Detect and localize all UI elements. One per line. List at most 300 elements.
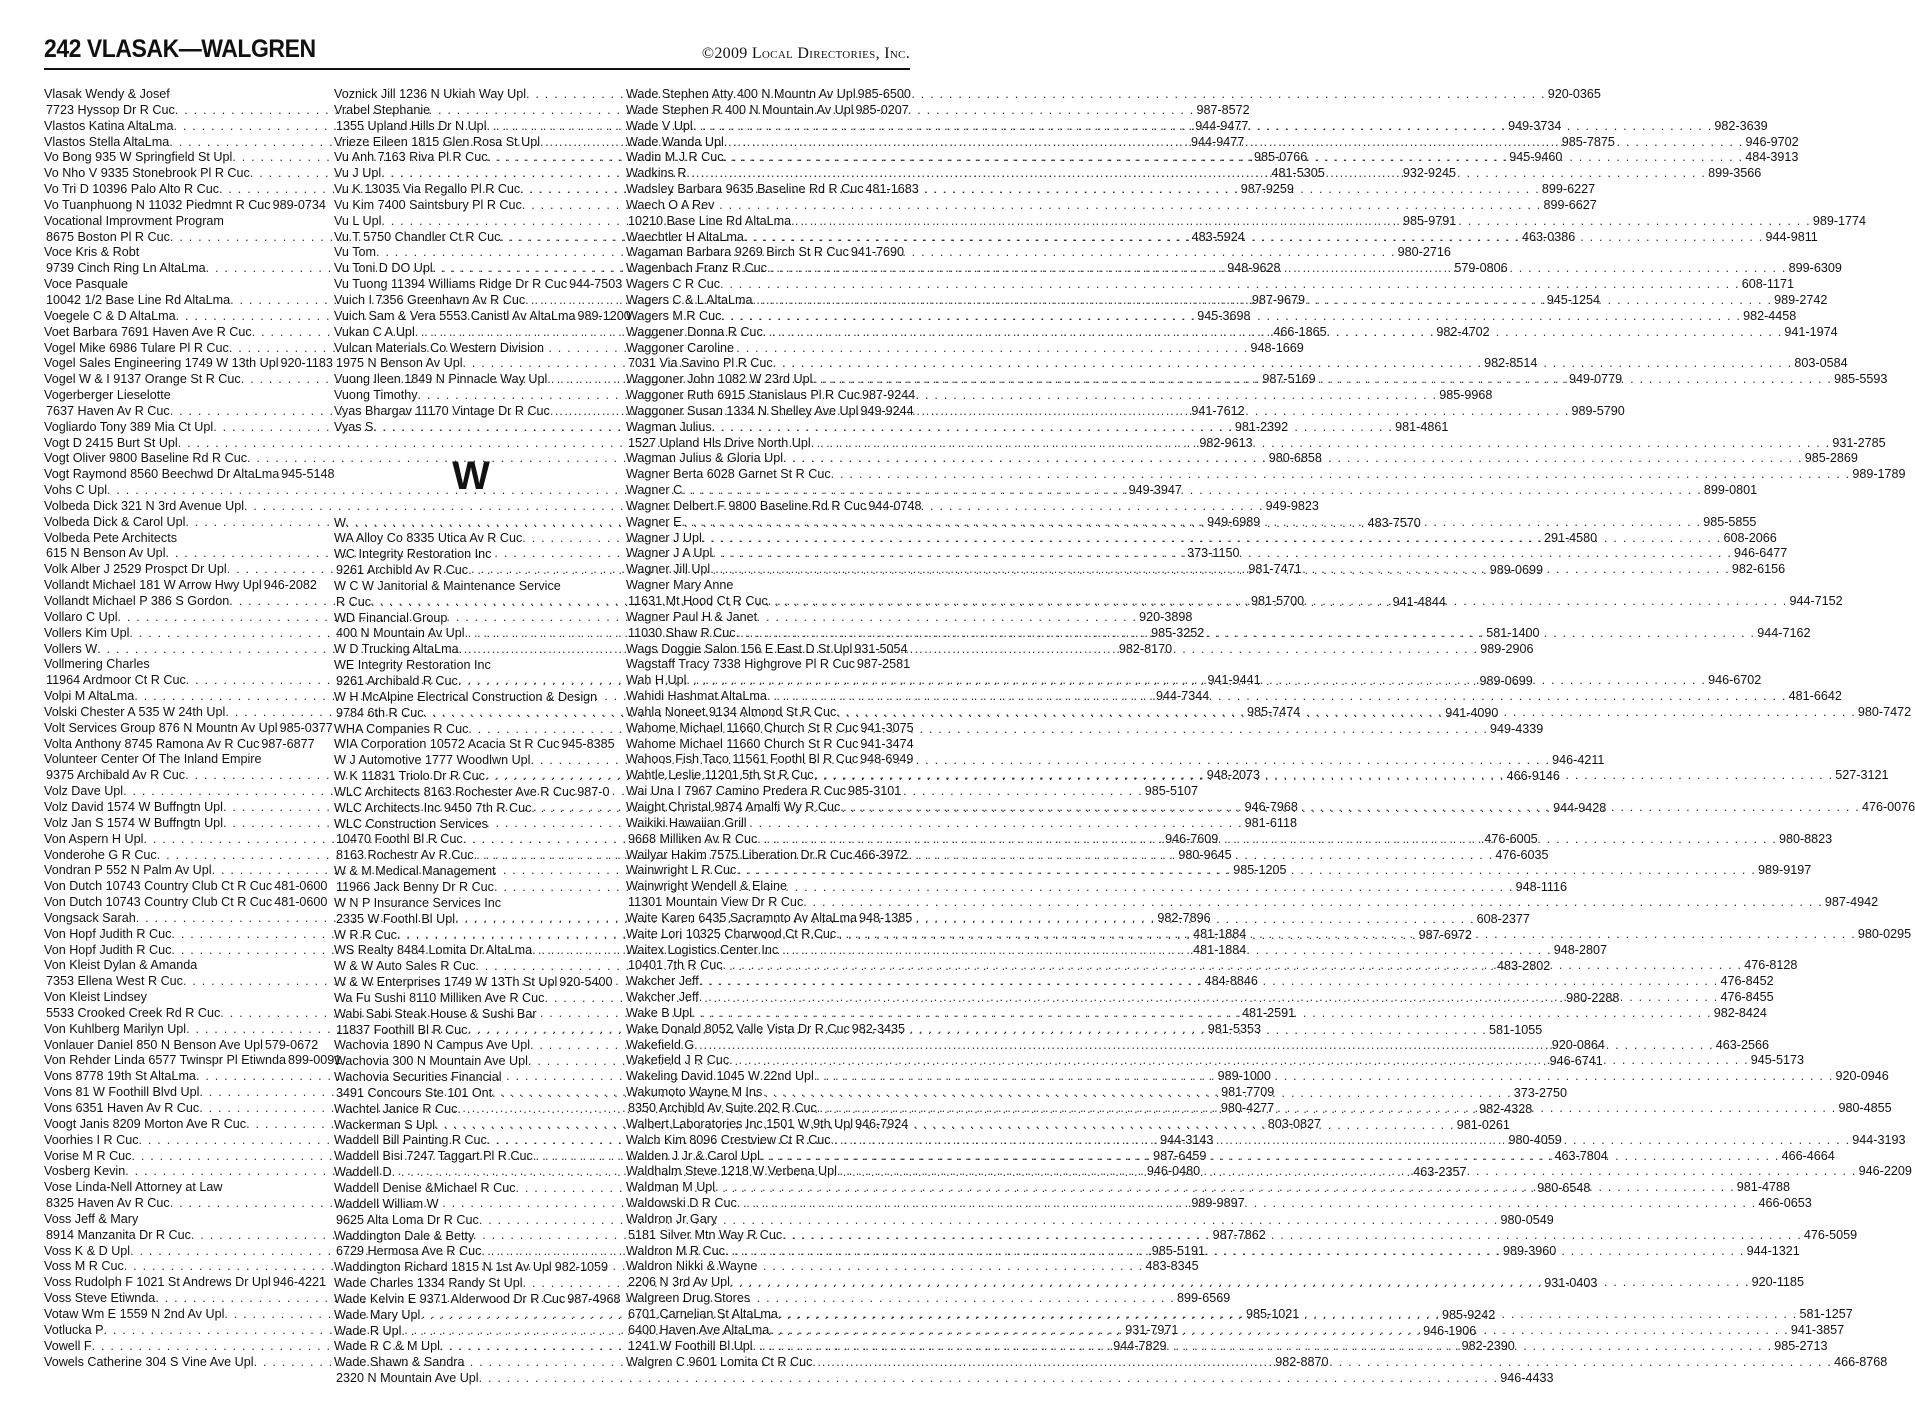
listing-heading: Walgreen Drug Stores: [626, 1291, 751, 1306]
listing-name: Wahla Noneet 9134 Almond St R Cuc: [626, 704, 837, 719]
listing-name: Wagner E: [626, 514, 682, 529]
phone-number: 373-2750: [1513, 1085, 1568, 1100]
phone-number: 980-2288: [1566, 990, 1620, 1005]
listing-name: Wagner C: [626, 483, 683, 498]
dot-leader: [840, 800, 1860, 816]
listing-name: Volbeda Dick & Carol Upl: [44, 514, 186, 529]
dot-leader: [720, 277, 1740, 293]
listing-name: Wagner Delbert F 9800 Baseline Rd R Cuc: [626, 498, 867, 513]
listing-name: 6729 Hermosa Ave R Cuc: [336, 1244, 482, 1259]
listing-heading: Waikiki Hawaiian Grill: [626, 815, 747, 830]
phone-number: 944-1321: [1746, 1243, 1800, 1258]
listing-name: Walgren C 9601 Lomita Ct R Cuc: [626, 1354, 813, 1369]
listing-name: Wagner Berta 6028 Garnet St R Cuc: [626, 467, 831, 482]
phone-number: 948-2807: [1553, 943, 1607, 958]
phone-number: 946-4433: [1500, 1371, 1554, 1386]
phone-number: 476-6035: [1495, 848, 1549, 863]
phone-number: 946-6477: [1734, 546, 1788, 561]
listing-name: 8163 Rochestr Av R Cuc: [336, 848, 474, 863]
phone-number: 944-9477: [1195, 118, 1249, 133]
phone-number: 946-7924: [855, 1116, 909, 1131]
listing-name: 11837 Foothill Bl R Cuc: [336, 1022, 468, 1037]
listing-name: Vuong Ileen 1849 N Pinnacle Way Upl: [334, 372, 548, 387]
listing-name: 5181 Silver Mtn Way R Cuc: [628, 1227, 783, 1242]
listing-heading: Waitex Logistics Center Inc: [626, 942, 779, 957]
phone-number: 949-6989: [1207, 514, 1261, 529]
listing-name: Wackerman S Upl: [334, 1117, 436, 1132]
listing-name: Wah H Upl: [626, 673, 687, 688]
phone-number: 987-6877: [261, 736, 315, 751]
listing-entry: [626, 403, 914, 420]
listing-name: Vons 8778 19th St AltaLma: [44, 1069, 196, 1084]
phone-number: 948-9628: [1227, 261, 1281, 276]
listing-heading: W N P Insurance Services Inc: [334, 895, 502, 910]
listing-name: Vu K 13035 Via Regallo Pl R Cuc: [334, 182, 521, 197]
phone-number: 985-9242: [1441, 1307, 1496, 1322]
listing-name: W: [334, 515, 346, 530]
listing-heading: Wainwright Wendell & Elaine: [626, 879, 787, 894]
listing-name: Vo Nho V 9335 Stonebrook Pl R Cuc: [44, 166, 250, 181]
listing-heading: Wagner Paul H & Janet: [626, 609, 758, 624]
phone-number: 948-1116: [1515, 879, 1567, 894]
dot-leader: [836, 927, 1856, 943]
listing-name: Wakcher Jeff: [626, 974, 699, 989]
dot-leader: [693, 119, 1713, 135]
listing-name: Volski Chester A 535 W 24th Upl: [44, 704, 226, 719]
phone-number: 989-1789: [1852, 467, 1906, 482]
listing-heading: W C W Janitorial & Maintenance Service: [334, 578, 561, 593]
dot-leader: [724, 150, 1744, 166]
listing-name: Wakcher Jeff: [626, 990, 699, 1005]
phone-number: 946-4221: [272, 1275, 327, 1290]
listing-entry: [44, 737, 314, 753]
phone-number: 920-0946: [1835, 1069, 1889, 1084]
phone-number: 980-6858: [1268, 451, 1322, 466]
phone-number: 481-2591: [1241, 1005, 1296, 1020]
phone-number: 483-2802: [1497, 959, 1551, 974]
phone-number: 985-5855: [1703, 514, 1757, 529]
phone-number: 948-1669: [1250, 340, 1304, 355]
section-letter: W: [452, 453, 490, 498]
phone-number: 985-6500: [857, 87, 911, 101]
listing-name: Vollers Kim Upl: [44, 625, 130, 640]
listing-name: Von Hopf Judith R Cuc: [44, 926, 172, 941]
phone-number: 579-0672: [264, 1037, 319, 1052]
listing-name: Vollaro C Upl: [44, 609, 118, 624]
phone-number: 989-1200: [577, 308, 631, 323]
listing-name: 2320 N Mountain Ave Upl: [336, 1371, 479, 1386]
listing-name: Wadin M J R Cuc: [626, 150, 724, 165]
listing-entry: [626, 720, 914, 737]
listing-entry: [626, 784, 902, 800]
dot-leader: [757, 832, 1777, 848]
phone-number: 948-2073: [1206, 768, 1260, 783]
listing-name: Wade Mary Upl: [334, 1307, 421, 1322]
listing-heading: Vrabel Stephanie: [334, 102, 431, 117]
listing-name: 10042 1/2 Base Line Rd AltaLma: [46, 292, 231, 307]
listing-name: Waite Lori 10325 Charwood Ct R Cuc: [626, 926, 837, 941]
phone-number: 481-1884: [1193, 926, 1247, 941]
listing-name: Wakefield G: [626, 1037, 695, 1052]
phone-number: 466-0653: [1758, 1196, 1812, 1211]
listing-entry: [626, 467, 1906, 483]
phone-number: 932-9245: [1402, 166, 1457, 181]
phone-number: 945-5148: [281, 467, 335, 482]
listing-name: Waddington Richard 1815 N 1st Av Upl: [334, 1260, 552, 1275]
phone-number: 920-0864: [1551, 1038, 1605, 1053]
phone-number: 944-0748: [868, 498, 922, 513]
listing-name: Von Hopf Judith R Cuc: [44, 942, 172, 957]
listing-name: Voss Steve Etiwnda: [44, 1291, 156, 1306]
listing-name: 9668 Milliken Av R Cuc: [628, 831, 758, 846]
listing-name: Volbeda Dick 321 N 3rd Avenue Upl: [44, 498, 244, 513]
dot-leader: [814, 768, 1834, 784]
listing-name: Vohs C Upl: [44, 483, 107, 498]
phone-number: 944-7344: [1155, 689, 1210, 704]
phone-number: 476-5059: [1803, 1227, 1858, 1242]
listing-name: Waddell Denise &Michael R Cuc: [334, 1181, 516, 1195]
phone-number: 987-9259: [1240, 182, 1294, 197]
phone-number: 481-0600: [274, 879, 328, 894]
listing-entry: [626, 641, 908, 658]
phone-number: 989-9197: [1758, 863, 1812, 878]
listing-name: W & W Auto Sales R Cuc: [334, 959, 476, 974]
phone-number: 985-7875: [1561, 134, 1615, 149]
phone-number: 941-3075: [860, 720, 914, 735]
listing-name: 10401 7th R Cuc: [628, 958, 723, 973]
listing-name: Wahtle Leslie 11201 5th St R Cuc: [626, 768, 814, 783]
dot-leader: [686, 166, 1706, 182]
phone-number: 946-2209: [1858, 1164, 1912, 1179]
phone-number: 899-3566: [1708, 166, 1762, 181]
listing-entry: [44, 720, 333, 737]
listing-name: Volz David 1574 W Buffngtn Upl: [44, 799, 223, 814]
phone-number: 980-0295: [1857, 926, 1912, 941]
listing-name: 5533 Crooked Creek Rd R Cuc: [46, 1005, 221, 1020]
dot-leader: [736, 863, 1756, 879]
listing-name: R Cuc: [336, 594, 371, 609]
listing-name: Waite Karen 6435 Sacramnto Av AltaLma: [626, 910, 858, 925]
phone-number: 981-6118: [1244, 815, 1297, 830]
listing-heading: W H McAlpine Electrical Construction & Design: [334, 689, 598, 704]
phone-number: 803-0827: [1267, 1116, 1321, 1131]
dot-leader: [724, 135, 1744, 151]
listing-heading: Waech O A Rev: [626, 197, 715, 212]
phone-number: 985-2869: [1804, 451, 1858, 466]
phone-number: 981-0261: [1456, 1117, 1510, 1132]
listing-name: Vongsack Sarah: [44, 910, 136, 925]
phone-number: 980-4277: [1220, 1101, 1275, 1115]
listing-name: Vyas Bhargav 11170 Vintage Dr R Cuc: [334, 403, 550, 418]
listing-name: Wake B Upl: [626, 1005, 693, 1020]
phone-number: 982-4328: [1479, 1101, 1533, 1116]
listing-heading: Wachovia Securities Financial: [334, 1070, 502, 1085]
listing-name: 10470 Foothl Bl R Cuc: [336, 832, 463, 847]
listing-name: Wade Stephen R 400 N Mountain Av Upl: [626, 102, 854, 117]
listing-name: Wagaman Barbara 9269 Birch St R Cuc: [626, 245, 849, 260]
phone-number: 989-1000: [1217, 1069, 1271, 1084]
listing-entry: [44, 1037, 319, 1054]
phone-number: 985-5191: [1151, 1243, 1205, 1258]
phone-number: 982-2390: [1461, 1339, 1515, 1354]
phone-number: 989-0699: [1489, 563, 1543, 578]
listing-name: Vosberg Kevin: [44, 1164, 126, 1179]
listing-name: Voss K & D Upl: [44, 1243, 131, 1258]
listing-name: Volpi M AltaLma: [44, 689, 135, 704]
phone-number: 466-4664: [1781, 1148, 1835, 1163]
listing-name: 11966 Jack Benny Dr R Cuc: [336, 879, 494, 894]
listing-name: Vu Kim 7400 Saintsbury Pl R Cuc: [334, 197, 522, 212]
listing-name: Volt Services Group 876 N Mountn Av Upl: [44, 720, 278, 735]
listing-entry: [334, 785, 608, 801]
listing-entry: [44, 467, 335, 483]
listing-name: W K 11831 Triolo Dr R Cuc: [334, 769, 485, 784]
dot-leader: [737, 1196, 1757, 1212]
phone-number: 987-5169: [1262, 372, 1316, 387]
phone-number: 981-4788: [1736, 1180, 1791, 1195]
dot-leader: [459, 642, 1479, 658]
phone-number: 985-2713: [1774, 1338, 1828, 1353]
listing-name: Vo Bong 935 W Springfield St Upl: [44, 150, 233, 165]
phone-number: 981-7709: [1221, 1085, 1275, 1100]
listing-entry: [626, 1021, 905, 1038]
listing-name: Vollers W: [44, 641, 98, 656]
listing-entry: [626, 657, 911, 673]
listing-name: 7031 Via Savino Pl R Cuc: [628, 356, 773, 371]
listing-name: Volz Jan S 1574 W Buffngtn Upl: [44, 815, 223, 830]
phone-number: 982-8870: [1275, 1354, 1329, 1369]
listing-name: Vo Tri D 10396 Palo Alto R Cuc: [44, 182, 220, 197]
dot-leader: [744, 230, 1764, 246]
phone-number: 941-4090: [1445, 705, 1499, 720]
listing-name: Wade V Upl: [626, 118, 693, 133]
phone-number: 980-7472: [1857, 704, 1912, 719]
listing-heading: Waddell William W: [334, 1196, 439, 1211]
listing-entry: [334, 737, 615, 753]
dot-leader: [730, 1275, 1750, 1291]
listing-name: Wagers C R Cuc: [626, 277, 721, 292]
dot-leader: [682, 515, 1702, 531]
listing-name: Von Dutch 10743 Country Club Ct R Cuc: [44, 879, 273, 894]
listing-name: Wake Donald 8052 Valle Vista Dr R Cuc: [626, 1021, 850, 1036]
page-header: [44, 28, 910, 68]
phone-number: 803-0584: [1794, 356, 1848, 371]
phone-number: 463-2566: [1715, 1037, 1770, 1052]
phone-number: 987-4942: [1824, 895, 1879, 910]
phone-number: 484-8846: [1204, 974, 1258, 989]
phone-number: 985-5593: [1834, 372, 1888, 387]
listing-entry: [626, 1116, 909, 1133]
phone-number: 920-1185: [1751, 1275, 1804, 1290]
listing-heading: WC Integrity Restoration Inc: [334, 547, 492, 562]
listing-name: Wachovia 1890 N Campus Ave Upl: [334, 1038, 531, 1053]
listing-name: WHA Companies R Cuc: [334, 721, 469, 736]
listing-name: Vogel Mike 6986 Tulare Pl R Cuc: [44, 340, 229, 355]
phone-number: 481-6642: [1788, 689, 1842, 704]
listing-name: 11030 Shaw R Cuc: [628, 625, 736, 640]
listing-name: Votaw Wm E 1559 N 2nd Av Upl: [44, 1306, 225, 1321]
listing-name: Waddell D: [334, 1165, 392, 1180]
listing-name: W J Automotive 1777 Woodlwn Upl: [334, 753, 531, 768]
listing-heading: Voce Pasquale: [44, 277, 129, 292]
listing-name: 615 N Benson Av Upl: [46, 546, 166, 561]
listing-heading: Vose Linda-Nell Attorney at Law: [44, 1180, 223, 1195]
listing-name: Vu J Upl: [334, 166, 382, 181]
listing-name: W R R Cuc: [334, 927, 397, 942]
phone-number: 985-9791: [1403, 213, 1457, 228]
listing-name: Wade Charles 1334 Randy St Upl: [334, 1276, 523, 1291]
listing-heading: WE Integrity Restoration Inc: [334, 658, 491, 673]
phone-number: 987-2581: [856, 657, 911, 672]
phone-number: 987-4968: [567, 1291, 621, 1306]
listing-name: Voss M R Cuc: [44, 1259, 124, 1274]
phone-number: 944-9428: [1553, 800, 1607, 815]
phone-number: 527-3121: [1835, 768, 1889, 783]
listing-name: Vuich Sam & Vera 5553 Canistl Av AltaLma: [334, 308, 576, 323]
phone-number: 981-2392: [1234, 419, 1289, 434]
phone-number: 608-2377: [1476, 911, 1530, 926]
dot-leader: [715, 1180, 1735, 1196]
phone-number: 944-7152: [1789, 594, 1843, 608]
listing-entry: [334, 1260, 608, 1276]
dot-leader: [836, 705, 1856, 721]
dot-leader: [721, 309, 1741, 325]
listing-entry: [626, 847, 908, 864]
phone-number: 989-5790: [1571, 403, 1625, 418]
dot-leader: [467, 1023, 1487, 1039]
dot-leader: [753, 1339, 1773, 1355]
dot-leader: [699, 974, 1719, 990]
listing-name: Walden J Jr & Carol Upl: [626, 1148, 760, 1163]
listing-name: Vogt Raymond 8560 Beechwd Dr AltaLma: [44, 467, 280, 482]
phone-number: 931-5054: [854, 641, 908, 656]
listing-name: Wahoos Fish Taco 11561 Foothl Bl R Cuc: [626, 752, 859, 767]
listing-name: Vogt D 2415 Burt St Upl: [44, 435, 178, 450]
phone-number: 980-4059: [1508, 1133, 1562, 1148]
phone-number: 987-9679: [1251, 292, 1306, 307]
listing-name: Voss Rudolph F 1021 St Andrews Dr Upl: [44, 1275, 271, 1290]
phone-number: 941-7612: [1191, 403, 1245, 418]
listing-heading: WD Financial Group: [334, 610, 448, 625]
phone-number: 949-3947: [1128, 483, 1182, 498]
listing-name: Wagenbach Franz R Cuc: [626, 261, 767, 276]
listing-name: Wagers M R Cuc: [626, 308, 722, 323]
listing-entry: [626, 277, 1794, 293]
listing-name: Vu T 5750 Chandler Ct R Cuc: [334, 229, 501, 244]
phone-number: 899-6627: [1543, 197, 1597, 212]
phone-number: 985-0377: [279, 720, 333, 735]
phone-number: 944-9811: [1765, 229, 1818, 244]
dot-leader: [710, 562, 1730, 578]
dot-leader: [682, 483, 1702, 499]
listing-name: Von Kuhlberg Marilyn Upl: [44, 1021, 187, 1036]
listing-name: 9784 6th R Cuc: [336, 705, 424, 720]
dot-leader: [729, 1053, 1749, 1069]
listing-name: 7637 Haven Av R Cuc: [46, 403, 170, 418]
listing-heading: Von Kleist Dylan & Amanda: [44, 958, 198, 973]
listing-name: Vonderohe G R Cuc: [44, 847, 157, 862]
listing-name: Wachovia 300 N Mountain Ave Upl: [334, 1054, 528, 1069]
dot-leader: [760, 1149, 1780, 1165]
phone-number: 899-0091: [288, 1053, 342, 1068]
listing-heading: Volbeda Pete Architects: [44, 530, 178, 545]
phone-number: 985-0207: [855, 102, 909, 117]
phone-number: 981-5353: [1207, 1021, 1262, 1036]
phone-number: 982-3435: [851, 1021, 905, 1036]
dot-leader: [752, 293, 1772, 309]
phone-number: 476-8128: [1744, 958, 1798, 973]
phone-number: 985-3252: [1151, 625, 1205, 640]
listing-name: Vu Tuong 11394 Williams Ridge Dr R Cuc: [334, 277, 568, 292]
listing-name: Waddell Bisi 7247 Taggart Pl R Cuc: [334, 1149, 533, 1164]
dot-leader: [814, 1069, 1834, 1085]
listing-entry: [626, 752, 914, 768]
listing-entry: [626, 895, 1879, 911]
listing-heading: Volunteer Center Of The Inland Empire: [44, 752, 262, 767]
listing-name: Waggoner Ruth 6915 Stanislaus Pl R Cuc: [626, 388, 861, 403]
listing-name: Wadkins R: [626, 166, 687, 181]
listing-heading: Wagner Mary Anne: [626, 578, 734, 593]
listing-name: Waldowski D R Cuc: [626, 1196, 737, 1211]
phone-number: 944-9477: [1190, 134, 1245, 149]
listing-entry: [626, 182, 919, 198]
listing-name: Wagner J Upl: [626, 530, 702, 545]
listing-name: Wagers C & L AltaLma: [626, 292, 753, 307]
phone-number: 946-9702: [1745, 134, 1799, 149]
listing-name: Waechtler H AltaLma: [626, 229, 744, 244]
phone-number: 982-6156: [1731, 562, 1786, 577]
listing-name: 9261 Archibld Av R Cuc: [336, 563, 469, 578]
listing-name: Vogt Oliver 9800 Baseline Rd R Cuc: [44, 451, 248, 466]
phone-number: 481-1683: [865, 182, 919, 197]
dot-leader: [831, 467, 1851, 483]
listing-name: 8325 Haven Av R Cuc: [46, 1196, 170, 1211]
listing-heading: WLC Construction Services: [334, 816, 488, 831]
listing-name: Von Dutch 10743 Country Club Ct R Cuc: [44, 895, 273, 910]
phone-number: 987-0: [577, 784, 610, 799]
listing-name: 11964 Ardmoor Ct R Cuc: [46, 673, 186, 688]
listing-name: Von Aspern H Upl: [44, 831, 144, 846]
listing-name: 1975 N Benson Av Upl: [336, 356, 463, 371]
phone-number: 944-7162: [1757, 625, 1811, 640]
listing-entry: [334, 975, 613, 991]
phone-number: 941-3857: [1790, 1322, 1845, 1337]
phone-number: 949-3734: [1508, 118, 1562, 133]
page-title: 242 VLASAK—WALGREN: [44, 35, 316, 63]
listing-entry: [626, 102, 909, 119]
phone-number: 931-2785: [1832, 435, 1886, 450]
listing-name: Von Rehder Linda 6577 Twinspr Pl Etiwnda: [44, 1053, 287, 1068]
listing-name: 3491 Concours Ste 101 Ont: [336, 1085, 493, 1100]
phone-number: 481-5305: [1271, 166, 1325, 181]
phone-number: 949-9244: [860, 403, 914, 418]
phone-number: 466-8768: [1834, 1354, 1888, 1369]
listing-name: Waggener Donna R Cuc: [626, 324, 763, 339]
phone-number: 985-1205: [1233, 863, 1287, 878]
dot-leader: [763, 325, 1783, 341]
listing-heading: Voss Jeff & Mary: [44, 1211, 139, 1226]
dot-leader: [812, 1355, 1832, 1371]
listing-name: 400 N Mountain Av Upl: [336, 626, 465, 641]
dot-leader: [479, 1371, 1499, 1387]
listing-name: Wagner Jill Upl: [626, 562, 711, 577]
phone-number: 985-5107: [1144, 784, 1199, 799]
phone-number: 982-8424: [1713, 1005, 1767, 1020]
listing-name: Waldman M Upl: [626, 1180, 716, 1195]
phone-number: 920-0365: [1547, 87, 1601, 101]
listing-heading: Von Kleist Lindsey: [44, 990, 147, 1005]
listing-name: Volz Dave Upl: [44, 784, 124, 799]
